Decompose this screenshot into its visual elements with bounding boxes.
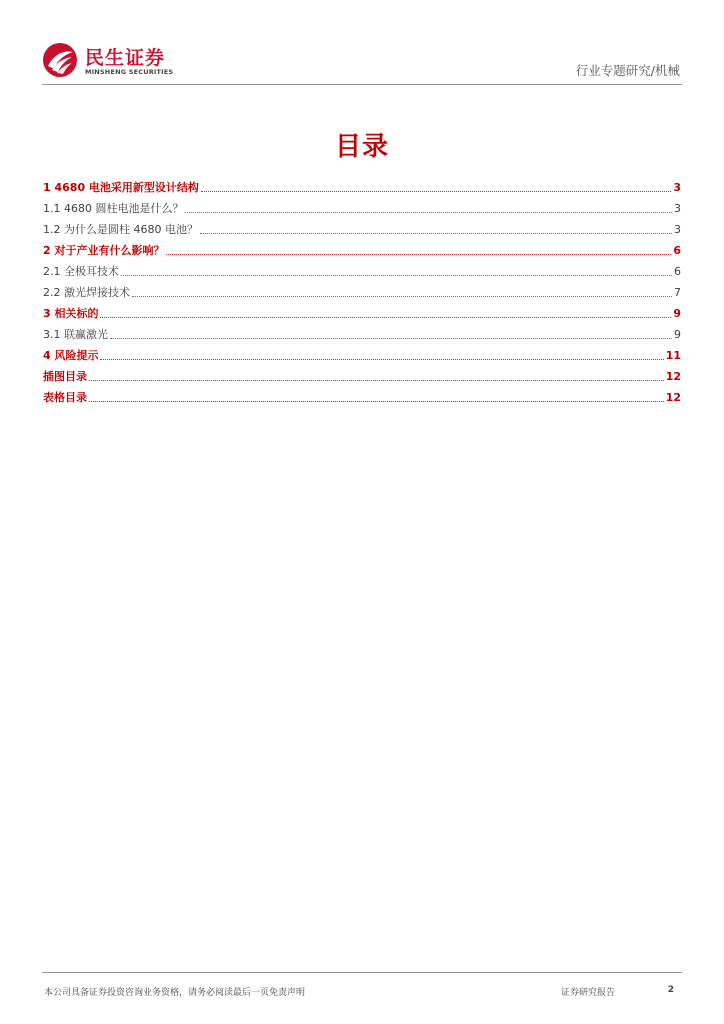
toc-entry[interactable] <box>43 279 681 300</box>
toc-entry[interactable] <box>43 342 681 363</box>
toc-entry-page: 7 <box>674 286 681 299</box>
logo-text-en: MINSHENG SECURITIES <box>85 68 174 76</box>
toc-entry-page: 12 <box>665 370 681 383</box>
toc-entry-label: 4 风险提示 <box>43 349 99 362</box>
toc-entry-label: 3 相关标的 <box>43 307 99 320</box>
toc-leader-dots <box>100 358 663 360</box>
toc-entry-label: 2 对于产业有什么影响？ <box>43 244 165 257</box>
toc-entry-label: 插图目录 <box>43 370 87 383</box>
toc-leader-dots <box>166 253 671 255</box>
toc-entry[interactable] <box>43 300 681 321</box>
footer-doc-type: 证券研究报告 <box>561 988 616 998</box>
toc-entry-label: 2.1 全极耳技术 <box>43 265 119 278</box>
toc-entry-label: 1 4680 电池采用新型设计结构 <box>43 181 199 194</box>
toc-title: 目录 <box>334 132 389 162</box>
logo-text-cn: 民生证券 <box>85 47 166 69</box>
toc-entry-page: 3 <box>674 223 681 236</box>
page-number: 2 <box>667 985 674 995</box>
report-category: 行业专题研究/机械 <box>575 63 680 78</box>
toc-leader-dots <box>110 337 672 339</box>
toc-entry[interactable] <box>43 174 681 195</box>
toc-leader-dots <box>121 274 672 276</box>
toc-leader-dots <box>132 295 672 297</box>
toc-entry[interactable] <box>43 363 681 384</box>
minsheng-logo <box>42 42 192 82</box>
toc-entry[interactable] <box>43 258 681 279</box>
toc-leader-dots <box>89 379 664 381</box>
toc-entry-page: 6 <box>673 244 681 257</box>
toc-entry-page: 6 <box>674 265 681 278</box>
toc-leader-dots <box>201 190 671 192</box>
page-footer <box>42 972 682 998</box>
footer-disclaimer: 本公司具备证券投资咨询业务资格，请务必阅读最后一页免责声明 <box>44 988 306 998</box>
toc-entry-label: 1.1 4680 圆柱电池是什么？ <box>43 202 184 215</box>
table-of-contents <box>43 174 681 405</box>
toc-leader-dots <box>100 316 671 318</box>
toc-entry-page: 11 <box>665 349 681 362</box>
toc-entry[interactable] <box>43 216 681 237</box>
page-header <box>42 38 682 85</box>
minsheng-logo-icon <box>42 42 78 78</box>
toc-leader-dots <box>89 400 664 402</box>
toc-entry-page: 12 <box>665 391 681 404</box>
toc-entry[interactable] <box>43 384 681 405</box>
toc-entry-label: 2.2 激光焊接技术 <box>43 286 130 299</box>
toc-entry[interactable] <box>43 237 681 258</box>
toc-entry-label: 表格目录 <box>43 391 87 404</box>
toc-leader-dots <box>185 211 672 213</box>
toc-leader-dots <box>200 232 672 234</box>
toc-entry-page: 9 <box>674 328 681 341</box>
toc-entry-label: 3.1 联赢激光 <box>43 328 108 341</box>
toc-entry-page: 9 <box>673 307 681 320</box>
toc-entry[interactable] <box>43 195 681 216</box>
toc-entry-page: 3 <box>673 181 681 194</box>
toc-entry[interactable] <box>43 321 681 342</box>
toc-entry-page: 3 <box>674 202 681 215</box>
toc-entry-label: 1.2 为什么是圆柱 4680 电池？ <box>43 223 198 236</box>
